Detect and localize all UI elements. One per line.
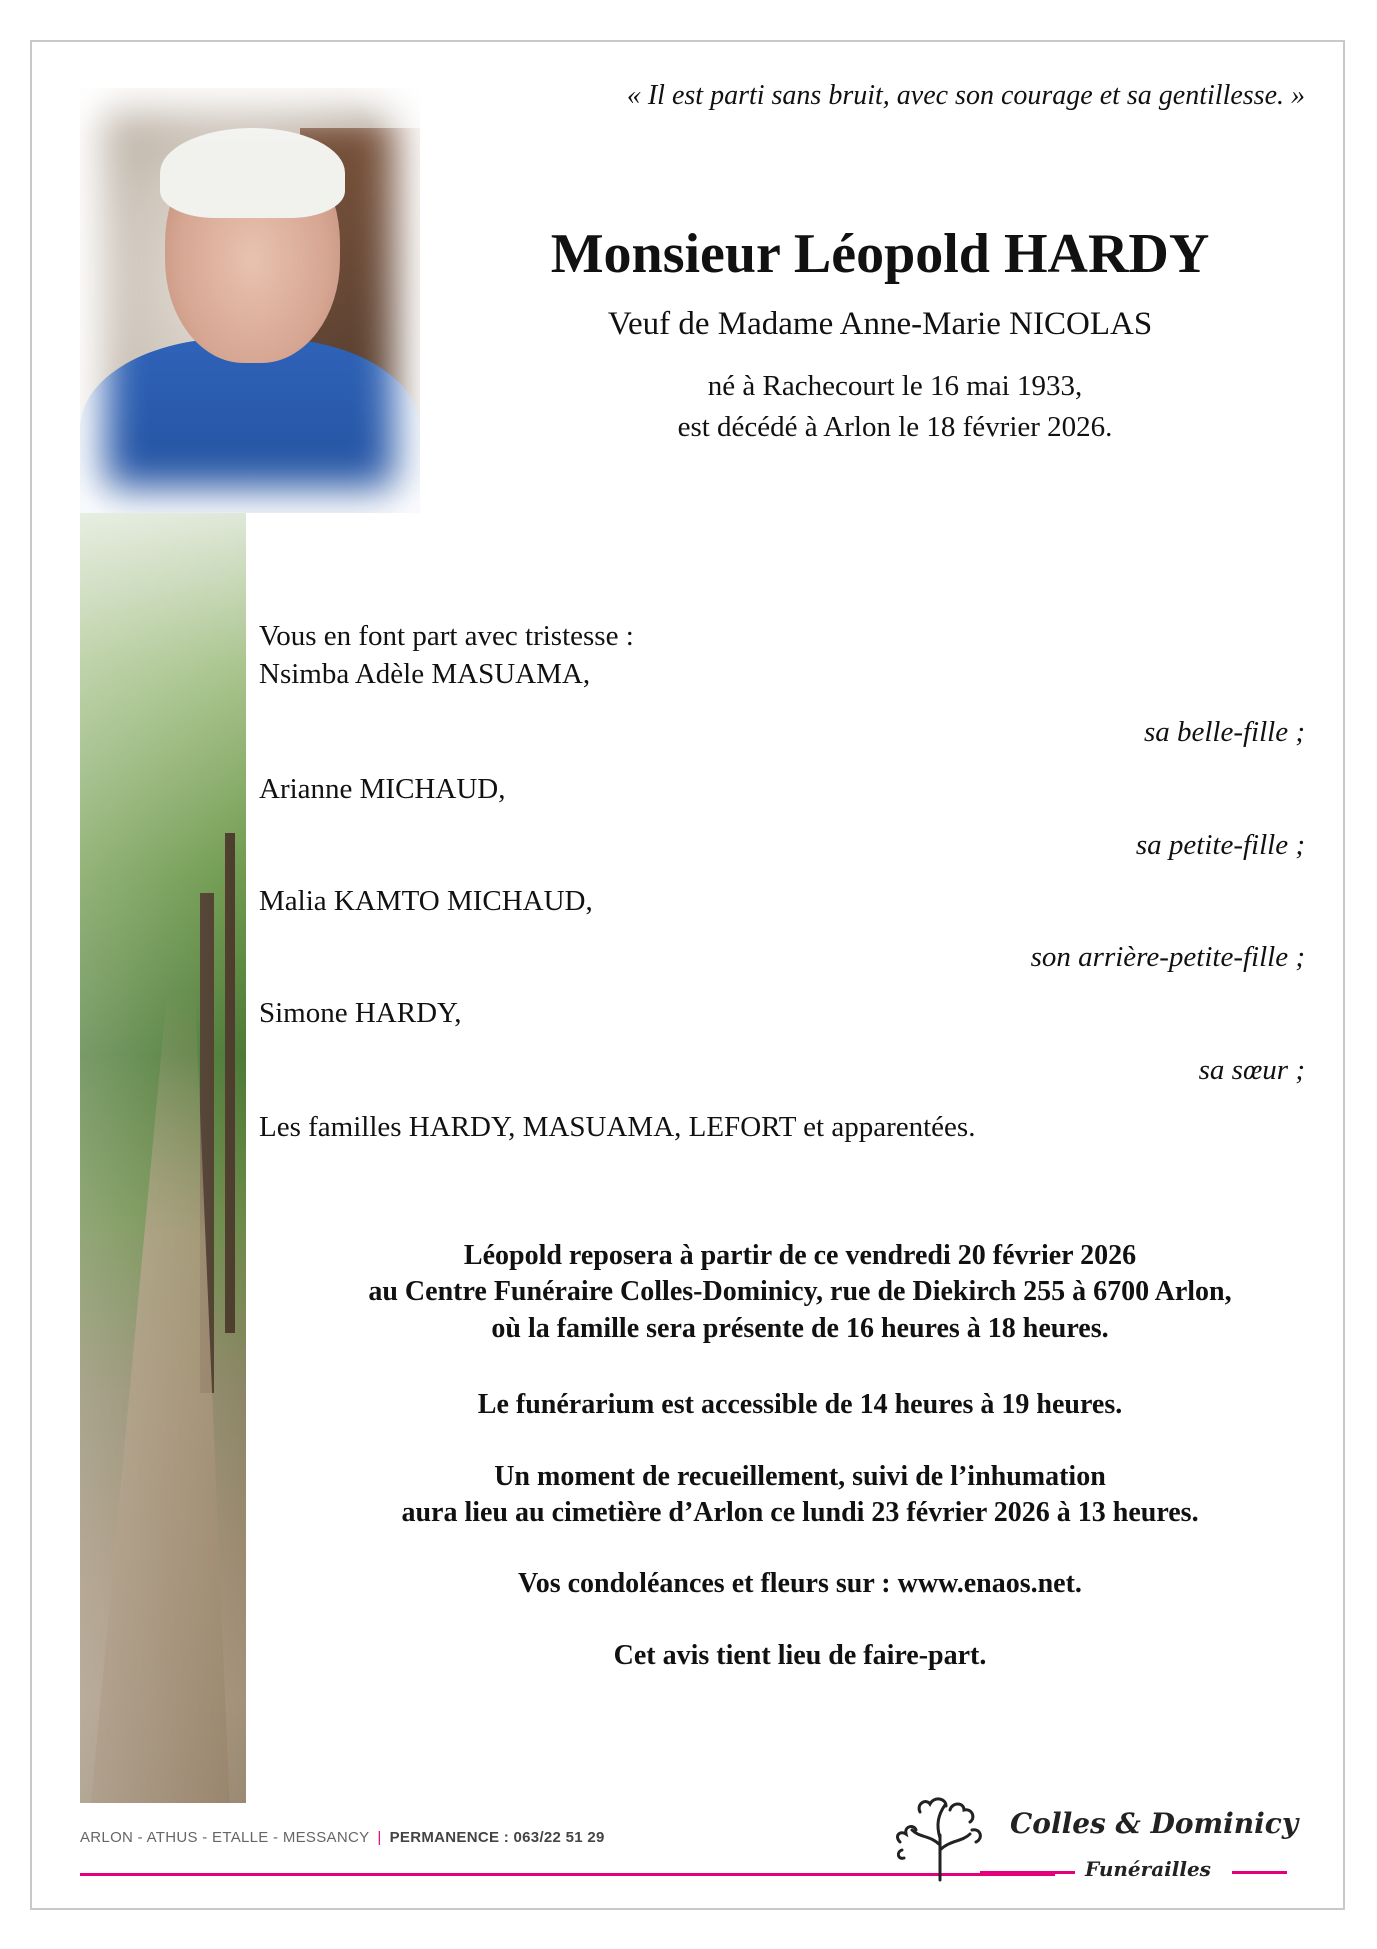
footer-locations: ARLON - ATHUS - ETALLE - MESSANCY (80, 1829, 370, 1846)
family-member-name: Nsimba Adèle MASUAMA, (259, 658, 591, 690)
family-member-name: Arianne MICHAUD, (259, 773, 506, 805)
footer-permanence: PERMANENCE : 063/22 51 29 (389, 1829, 605, 1846)
visitation-info (275, 1238, 1325, 1347)
death-line: est décédé à Arlon le 18 février 2026. (677, 411, 1113, 443)
visitation-line-1: Léopold reposera à partir de ce vendredi 20 février 2026 (463, 1240, 1137, 1271)
access-hours: Le funérarium est accessible de 14 heures à 19 heures. (477, 1389, 1123, 1420)
visitation-line-2: au Centre Funéraire Colles-Dominicy, rue de Diekirch 255 à 6700 Arlon, (368, 1276, 1232, 1308)
ceremony-line-1: Un moment de recueillement, suivi de l’inhumation (494, 1461, 1106, 1492)
ceremony-line-2: aura lieu au cimetière d’Arlon ce lundi 23 février 2026 à 13 heures. (401, 1497, 1199, 1529)
family-member-name: Simone HARDY, (259, 997, 462, 1029)
forest-path-image (80, 513, 246, 1803)
family-member-relation: sa sœur ; (1198, 1054, 1305, 1086)
logo-sub-line-right (1232, 1871, 1287, 1874)
widow-of: Veuf de Madame Anne-Marie NICOLAS (607, 306, 1153, 342)
ceremony-info (275, 1459, 1325, 1532)
logo-sub-line-left (980, 1871, 1075, 1874)
condolences-line: Vos condoléances et fleurs sur : www.enaos.net. (518, 1568, 1082, 1599)
family-member-name: Malia KAMTO MICHAUD, (259, 885, 593, 917)
family-member-relation: sa belle-fille ; (1143, 716, 1305, 748)
notice-line: Cet avis tient lieu de faire-part. (613, 1640, 987, 1671)
visitation-line-3: où la famille sera présente de 16 heures à 18 heures. (491, 1312, 1109, 1344)
birth-line: né à Rachecourt le 16 mai 1933, (707, 370, 1083, 402)
family-member-relation: sa petite-fille ; (1135, 829, 1305, 861)
family-member-relation: son arrière-petite-fille ; (1030, 941, 1305, 973)
footer-separator: | (377, 1829, 382, 1846)
epitaph-quote: « Il est parti sans bruit, avec son courage et sa gentillesse. » (626, 80, 1305, 111)
logo-name: Colles & Dominicy (1010, 1807, 1299, 1840)
deceased-name: Monsieur Léopold HARDY (550, 223, 1210, 285)
tree-logo-icon (890, 1790, 990, 1885)
portrait-photo (80, 88, 420, 513)
families-line: Les familles HARDY, MASUAMA, LEFORT et apparentées. (259, 1111, 976, 1143)
footer-contact (80, 1829, 605, 1846)
family-intro: Vous en font part avec tristesse : (259, 620, 634, 652)
logo-subtitle: Funérailles (1085, 1857, 1211, 1881)
